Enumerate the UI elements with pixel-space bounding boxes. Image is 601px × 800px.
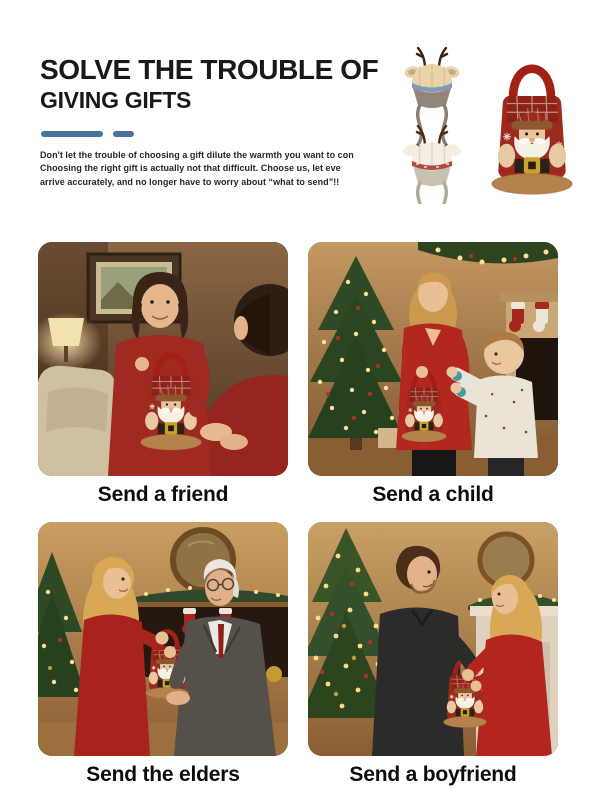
scene-elders-illustration bbox=[38, 522, 288, 756]
photo-send-a-child bbox=[308, 242, 558, 476]
scene-child-illustration bbox=[308, 242, 558, 476]
reindeer-hat-white-icon bbox=[402, 126, 463, 204]
photo-send-the-elders bbox=[38, 522, 288, 756]
santa-bag-icon bbox=[492, 69, 572, 194]
product-images-illustration bbox=[392, 44, 592, 204]
page-title-line1: SOLVE THE TROUBLE OF bbox=[40, 54, 379, 85]
reindeer-hat-gray-icon bbox=[403, 48, 461, 149]
photo-caption: Send the elders bbox=[86, 763, 240, 786]
gallery-item-boyfriend bbox=[308, 522, 558, 787]
intro-line: arrive accurately, and no longer have to worry about “what to send”!! bbox=[40, 176, 340, 187]
intro-line: Choosing the right gift is actually not that difficult. Choose us, let eve bbox=[40, 163, 341, 174]
gallery-item-child bbox=[308, 242, 558, 507]
intro-paragraph bbox=[40, 149, 390, 189]
accent-bar-long bbox=[41, 131, 103, 137]
photo-send-a-friend bbox=[38, 242, 288, 476]
gallery-item-elders bbox=[38, 522, 288, 787]
photo-caption: Send a friend bbox=[97, 483, 229, 506]
photo-caption: Send a child bbox=[372, 483, 494, 506]
scene-boyfriend-illustration bbox=[308, 522, 558, 756]
intro-line: Don't let the trouble of choosing a gift dilute the warmth you want to con bbox=[40, 150, 354, 160]
photo-send-a-boyfriend bbox=[308, 522, 558, 756]
scene-friend-illustration bbox=[38, 242, 288, 476]
page-title-line2: GIVING GIFTS bbox=[40, 87, 192, 113]
accent-bar-short bbox=[113, 131, 134, 137]
gallery-item-friend bbox=[38, 242, 288, 507]
photo-caption: Send a boyfriend bbox=[349, 763, 517, 786]
product-images bbox=[392, 44, 592, 204]
